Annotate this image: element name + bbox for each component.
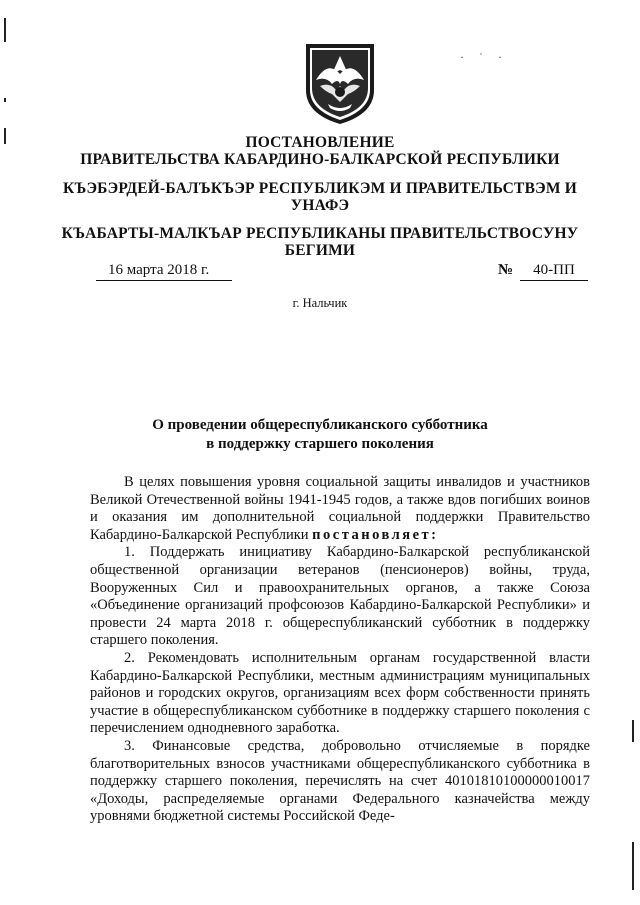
- intro-text: В целях повышения уровня социальной защиты инвалидов и участников Великой Отечественной войны 1941-1945 годов, а также вдов погибших воинов и оказания им дополнительной социальной поддержки Правительство Кабардино-Балкарской Республики: [90, 474, 590, 543]
- scan-mark-right-mid: [632, 720, 634, 742]
- document-title: [0, 416, 640, 454]
- document-title-line2: в поддержку старшего поколения: [206, 436, 434, 452]
- header-kabardian-line2: УНАФЭ: [290, 197, 350, 214]
- decree-word: постановляет:: [312, 526, 439, 543]
- number-sign: №: [498, 262, 514, 278]
- header-kabardian-line1: КЪЭБЭРДЕЙ-БАЛЪКЪЭР РЕСПУБЛИКЭМ И ПРАВИТЕЛЬСТВЭМ И: [62, 180, 578, 197]
- document-date: [96, 262, 232, 281]
- coat-of-arms-icon: [302, 40, 378, 126]
- scan-mark-left-top: [4, 18, 6, 42]
- paragraph-2: 2. Рекомендовать исполнительным органам государственной власти Кабардино-Балкарской Республики, местным администрациям муниципальных районов и городских округов, организациям всех форм собственности принять участие в общереспубликанском субботнике в поддержку старшего поколения с перечислением однодневного заработка.: [90, 649, 590, 737]
- document-city: г. Нальчик: [292, 296, 348, 310]
- scan-mark-left-small: [4, 98, 6, 102]
- document-title-line1: О проведении общереспубликанского субботника: [152, 417, 488, 433]
- scan-specks: · ˙ ·: [460, 50, 508, 64]
- paragraph-3: 3. Финансовые средства, добровольно отчисляемые в порядке благотворительных взносов участниками общереспубликанского субботника в поддержку старшего поколения, перечислять на счет 40101810100000010017 «Доходы, распределяемые органами Федерального казначейства между уровнями бюджетной системы Российской Феде-: [90, 737, 590, 825]
- header-government: ПРАВИТЕЛЬСТВА КАБАРДИНО-БАЛКАРСКОЙ РЕСПУБЛИКИ: [80, 151, 560, 168]
- document-number: 40-ПП: [520, 262, 588, 281]
- paragraph-1: 1. Поддержать инициативу Кабардино-Балкарской республиканской общественной организации ветеранов (пенсионеров) войны, труда, Вооруженных Сил и правоохранительных органов, а также Союза «Объединение организаций профсоюзов Кабардино-Балкарской Республики» и провести 24 марта 2018 г. общереспубликанский субботник в поддержку старшего поколения.: [90, 544, 590, 649]
- header-title: ПОСТАНОВЛЕНИЕ: [245, 134, 395, 151]
- header-balkar-line1: КЪАБАРТЫ-МАЛКЪАР РЕСПУБЛИКАНЫ ПРАВИТЕЛЬСТВОСУНУ: [61, 225, 579, 242]
- paragraph-intro: [90, 474, 590, 544]
- document-date-text: 16 марта 2018 г.: [108, 262, 210, 278]
- document-body: [90, 474, 590, 826]
- scan-mark-right-low: [632, 842, 634, 890]
- header-balkar-line2: БЕГИМИ: [284, 242, 356, 259]
